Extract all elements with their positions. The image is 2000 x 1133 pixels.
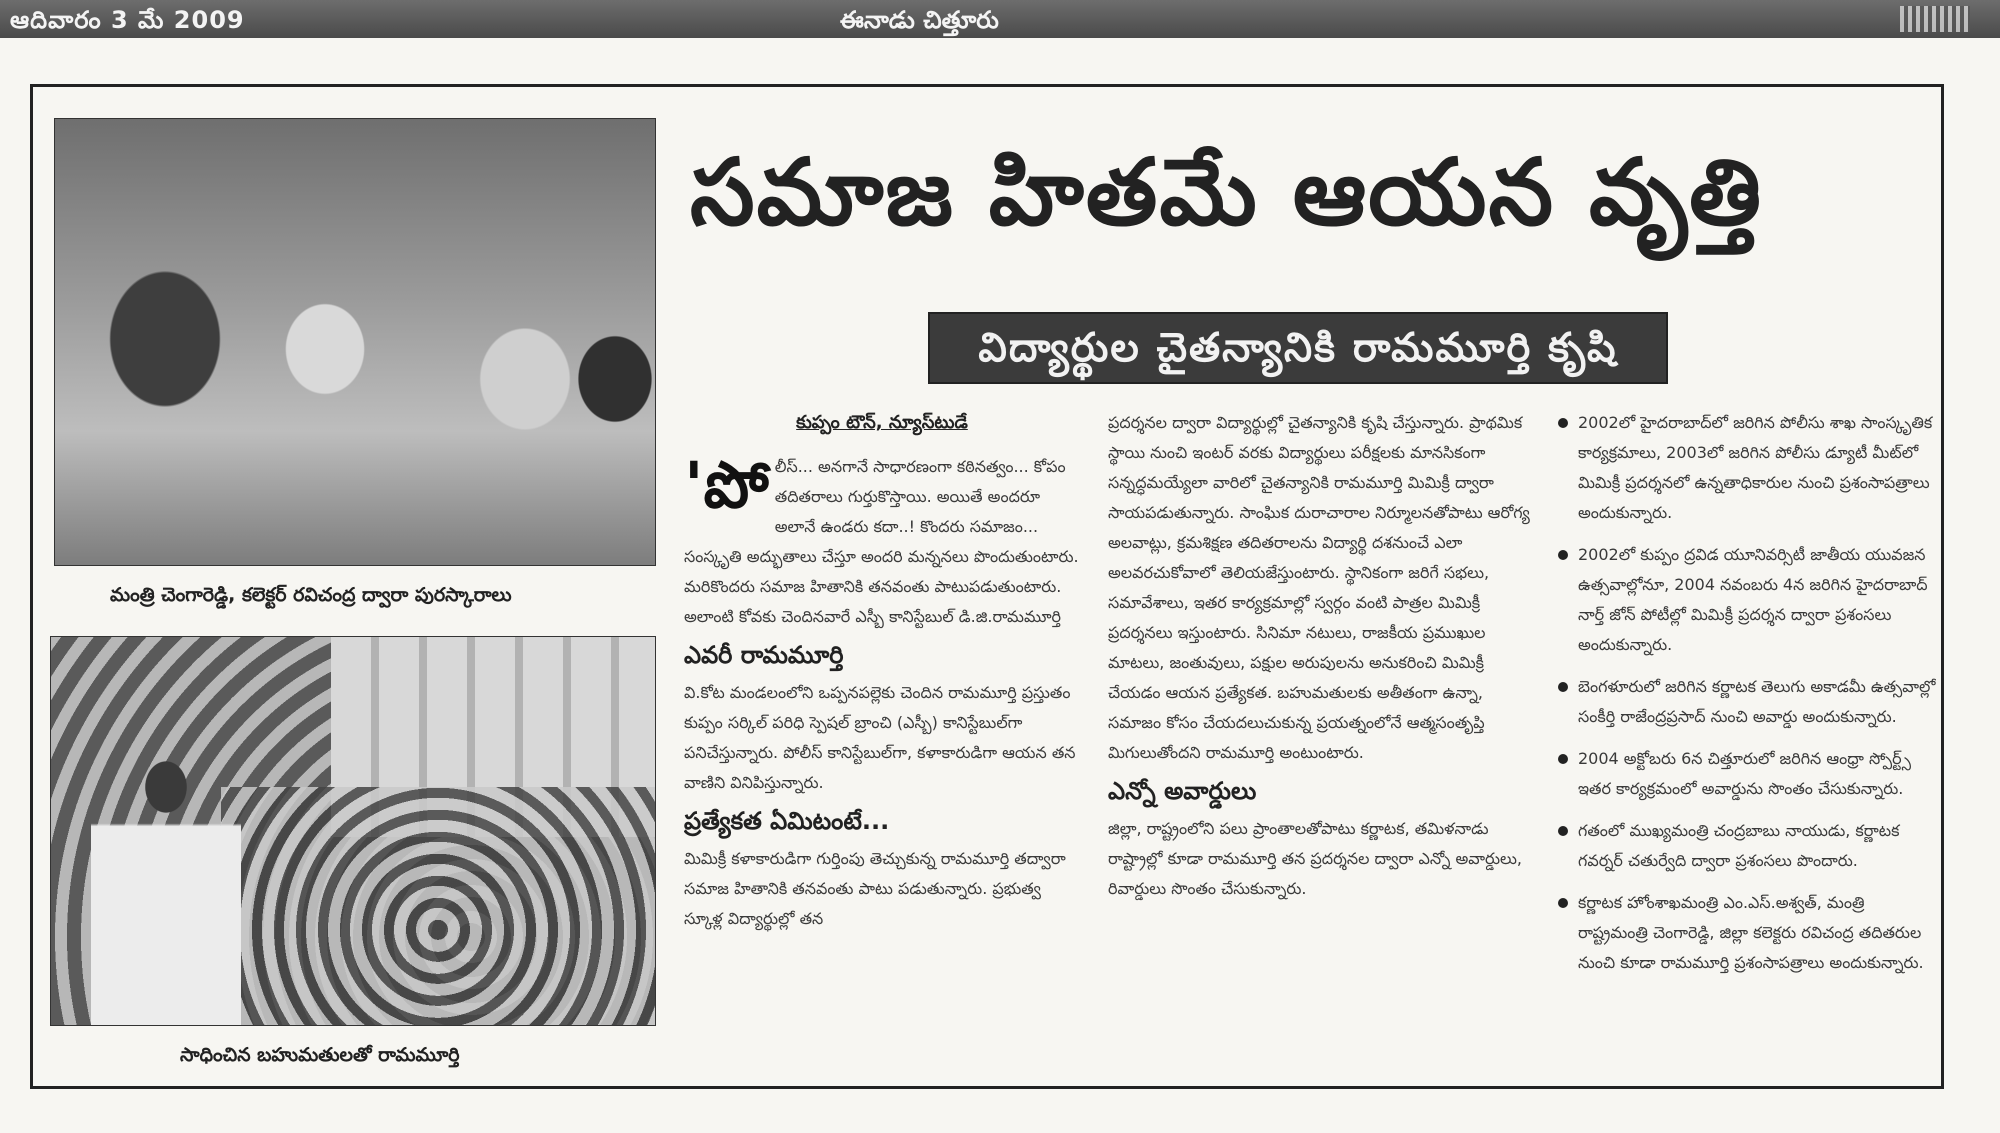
masthead [0,0,2000,38]
intro-text: లీస్... అనగానే సాధారణంగా కఠినత్వం... కోపం తదితరాలు గుర్తుకొస్తాయి. అయితే అందరూ అలానే ఉండరు కదా..! కొందరు సమాజం... సంస్కృతి అద్భుతాలు చేస్తూ అందరి మన్ననలు పొందుతుంటారు. మరికొందరు సమాజ హితానికి తనవంతు పాటుపడుతుంటారు. అలాంటి కోవకు చెందినవారే ఎస్బీ కానిస్టేబుల్ డి.జి.రామమూర్తి [684,457,1079,626]
list-item: 2002లో హైదరాబాద్‌లో జరిగిన పోలీసు శాఖ సాంస్కృతిక కార్యక్రమాలు, 2003లో జరిగిన పోలీసు డ్యూటీ మీట్‌లో మిమిక్రీ ప్రదర్శనలో ఉన్నతాధికారుల నుంచి ప్రశంసాపత్రాలు అందుకున్నారు. [1556,408,1936,528]
column-2-paragraph: ప్రదర్శనల ద్వారా విద్యార్థుల్లో చైతన్యానికి కృషి చేస్తున్నారు. ప్రాథమిక స్థాయి నుంచి ఇంటర్ వరకు విద్యార్థులు పరీక్షలకు మానసికంగా సన్నద్ధమయ్యేలా వారిలో చైతన్యానికి రామమూర్తి మిమిక్రీ ద్వారా సాయపడుతున్నారు. సాంఘిక దురాచారాల నిర్మూలనతోపాటు ఆరోగ్య అలవాట్లు, క్రమశిక్షణ తదితరాలను విద్యార్థి దశనుంచే ఎలా అలవరచుకోవాలో తెలియజేస్తుంటారు. స్థానికంగా జరిగే సభలు, సమావేశాలు, ఇతర కార్యక్రమాల్లో స్వర్గం వంటి పాత్రల మిమిక్రీ ప్రదర్శనలు ఇస్తుంటారు. సినిమా నటులు, రాజకీయ ప్రముఖుల మాటలు, జంతువులు, పక్షుల అరుపులను అనుకరించి మిమిక్రీ చేయడం ఆయన ప్రత్యేకత. బహుమతులకు అతీతంగా ఉన్నా, సమాజం కోసం చేయదలుచుకున్న ప్రయత్నంలోనే ఆత్మసంతృప్తి మిగులుతోందని రామమూర్తి అంటుంటారు. [1108,413,1530,762]
article-column-1 [684,408,1080,1048]
drop-cap: 'పో [684,448,769,523]
list-item: బెంగళూరులో జరిగిన కర్ణాటక తెలుగు అకాడమీ ఉత్సవాల్లో సంకీర్తి రాజేంద్రప్రసాద్ నుంచి అవార్డు అందుకున్నారు. [1556,672,1936,732]
list-item: కర్ణాటక హోంశాఖమంత్రి ఎం.ఎస్.అశ్వత్, మంత్రి రాష్ట్రమంత్రి చెంగారెడ్డి, జిల్లా కలెక్టరు రవిచంద్ర తదితరుల నుంచి కూడా రామమూర్తి ప్రశంసాపత్రాలు అందుకున్నారు. [1556,888,1936,978]
section-body-who: వి.కోట మండలంలోని ఒప్పనపల్లెకు చెందిన రామమూర్తి ప్రస్తుతం కుప్పం సర్కిల్ పరిధి స్పెషల్ బ్రాంచి (ఎస్బీ) కానిస్టేబుల్‌గా పనిచేస్తున్నారు. పోలీస్ కానిస్టేబుల్‌గా, కళాకారుడిగా ఆయన తన వాణిని వినిపిస్తున్నారు. [684,683,1076,792]
section-heading-specialty: ప్రత్యేకత ఏమిటంటే... [684,807,890,835]
awards-list [1556,408,1936,978]
trophy-collection [221,787,655,1025]
subheadline-text: విద్యార్థుల చైతన్యానికి రామమూర్తి కృషి [978,325,1618,371]
list-item: గతంలో ముఖ్యమంత్రి చంద్రబాబు నాయుడు, కర్ణాటక గవర్నర్ చతుర్వేది ద్వారా ప్రశంసలు పొందారు. [1556,816,1936,876]
section-body-specialty: మిమిక్రీ కళాకారుడిగా గుర్తింపు తెచ్చుకున్న రామమూర్తి తద్వారా సమాజ హితానికి తనవంతు పాటు పడుతున్నారు. ప్రభుత్వ స్కూళ్ల విద్యార్థుల్లో తన [684,849,1066,928]
list-item: 2002లో కుప్పం ద్రవిడ యూనివర్సిటీ జాతీయ యువజన ఉత్సవాల్లోనూ, 2004 నవంబరు 4న జరిగిన హైదరాబాద్ నార్త్ జోన్ పోటీల్లో మిమిక్రీ ప్రదర్శన ద్వారా ప్రశంసలు అందుకున్నారు. [1556,540,1936,660]
masthead-ornament [1900,6,1970,32]
ramamurthy-figure [91,737,241,1025]
article-column-2 [1108,408,1530,1048]
issue-date: ఆదివారం 3 మే 2009 [10,6,245,34]
list-item: 2004 అక్టోబరు 6న చిత్తూరులో జరిగిన ఆంధ్రా స్పోర్ట్స్ ఇతర కార్యక్రమంలో అవార్డును సొంతం చేసుకున్నారు. [1556,744,1936,804]
section-heading-who: ఎవరీ రామమూర్తి [684,641,844,669]
section-heading-awards: ఎన్నో అవార్డులు [1108,777,1257,805]
byline: కుప్పం టౌన్, న్యూస్‌టుడే [796,412,968,433]
trophies-photo [50,636,656,1026]
photo-caption-trophies: సాధించిన బహుమతులతో రామమూర్తి [180,1044,460,1066]
subheadline-banner [928,312,1668,384]
photo-caption-awards: మంత్రి చెంగారెడ్డి, కలెక్టర్ రవిచంద్ర ద్వారా పురస్కారాలు [110,584,512,606]
award-ceremony-photo [54,118,656,566]
intro-paragraph [684,448,1080,632]
article-column-3 [1556,408,1936,1048]
awards-paragraph: జిల్లా, రాష్ట్రంలోని పలు ప్రాంతాలతోపాటు కర్ణాటక, తమిళనాడు రాష్ట్రాల్లో కూడా రామమూర్తి తన ప్రదర్శనల ద్వారా ఎన్నో అవార్డులు, రివార్డులు సొంతం చేసుకున్నారు. [1108,819,1523,898]
edition-name: ఈనాడు చిత్తూరు [840,6,999,34]
article-headline: సమాజ హితమే ఆయన వృత్తి [690,138,1764,246]
